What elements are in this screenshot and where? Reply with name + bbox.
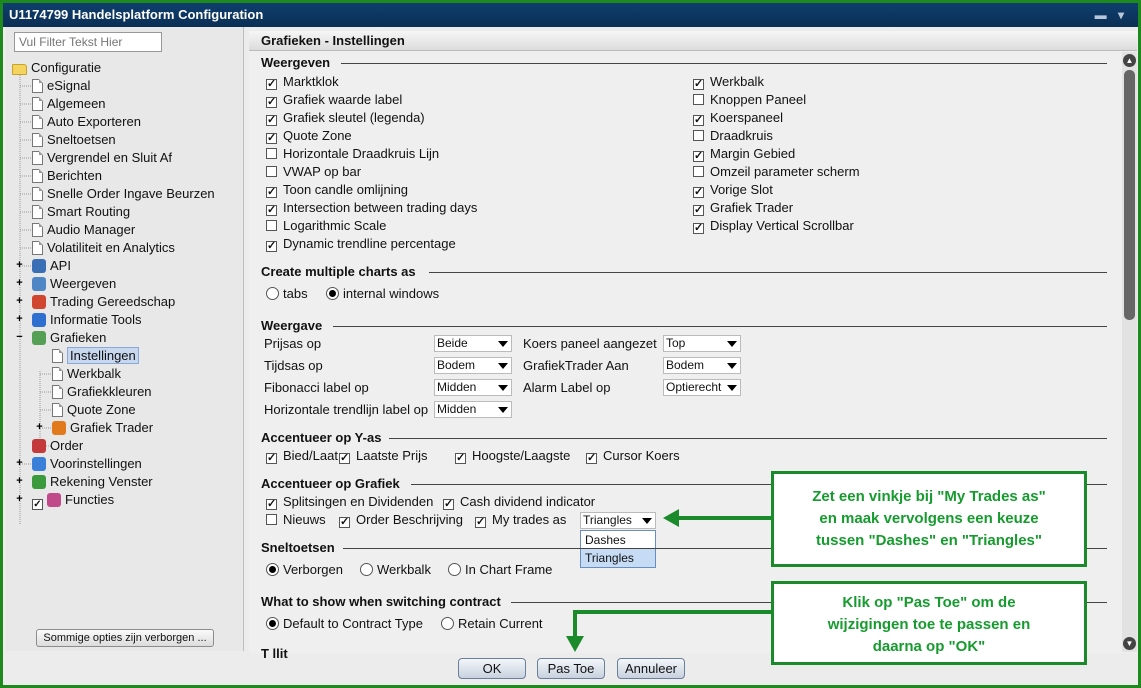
section-accent-grafiek: Accentueer op Grafiek	[261, 476, 400, 491]
expand-icon[interactable]: +	[16, 313, 23, 325]
tree-item-weergeven[interactable]	[16, 275, 117, 293]
radio-label: In Chart Frame	[465, 562, 553, 577]
info-icon	[32, 313, 46, 327]
checkmark-icon[interactable]: ✓	[694, 78, 704, 90]
tree-item-label: Sneltoetsen	[47, 132, 116, 147]
label-prijsas-op: Prijsas op	[264, 336, 322, 351]
tree-item-label: Snelle Order Ingave Beurzen	[47, 186, 215, 201]
radio-label: internal windows	[343, 286, 440, 301]
empty-checkbox-icon[interactable]	[266, 148, 277, 159]
checkbox-laatste-prijs[interactable]	[339, 448, 428, 464]
expand-icon[interactable]: +	[16, 259, 23, 271]
checkbox-margin-gebied[interactable]	[693, 146, 795, 162]
tree-item-label: Berichten	[47, 168, 102, 183]
expand-icon[interactable]: +	[16, 493, 23, 505]
radio-circle-icon[interactable]	[266, 617, 279, 630]
checkbox-cash-dividend-indicator[interactable]	[443, 494, 595, 510]
select-fibonacci-label-op[interactable]	[434, 379, 512, 396]
checkbox-label: Hoogste/Laagste	[472, 448, 571, 463]
chevron-down-icon	[498, 407, 508, 413]
tree-item-label: Werkbalk	[67, 366, 121, 381]
functions-icon	[47, 493, 61, 507]
trading-icon	[32, 295, 46, 309]
document-icon	[32, 187, 43, 201]
radio-in-chart-frame[interactable]	[448, 562, 552, 578]
empty-checkbox-icon[interactable]	[266, 514, 277, 525]
checkbox-dynamic-trendline-percentage[interactable]	[266, 236, 456, 252]
api-icon	[32, 259, 46, 273]
expand-icon[interactable]: +	[16, 475, 23, 487]
tree-item-smart-routing[interactable]	[32, 203, 130, 221]
checkbox-hoogste-laagste[interactable]	[455, 448, 570, 464]
radio-label: Retain Current	[458, 616, 543, 631]
annotation-line: daarna op "OK"	[872, 638, 986, 655]
annotation-line: wijzigingen toe te passen en	[827, 616, 1031, 633]
tree-item-label: Quote Zone	[67, 402, 136, 417]
annotation-line: Klik op "Pas Toe" om de	[842, 594, 1016, 611]
document-icon	[32, 241, 43, 255]
document-icon	[32, 169, 43, 183]
checkmark-icon[interactable]: ✓	[444, 498, 454, 510]
tree-item-label: Grafiek Trader	[70, 420, 154, 435]
section-switching: What to show when switching contract	[261, 594, 501, 609]
checkmark-icon[interactable]: ✓	[340, 516, 350, 528]
tree-item-label: Trading Gereedschap	[50, 294, 176, 309]
radio-label: Werkbalk	[377, 562, 431, 577]
checkbox-label: Omzeil parameter scherm	[710, 164, 860, 179]
tree-item-sneltoetsen[interactable]	[32, 131, 116, 149]
label-horizontale-trendlijn-label-op: Horizontale trendlijn label op	[264, 402, 429, 417]
filter-input[interactable]	[14, 32, 162, 52]
label-koers-paneel-aangezet: Koers paneel aangezet	[523, 336, 657, 351]
checkbox-grafiek-waarde-label[interactable]	[266, 92, 402, 108]
settings-tree	[6, 59, 242, 619]
checkmark-icon[interactable]: ✓	[33, 499, 42, 510]
empty-checkbox-icon[interactable]	[693, 94, 704, 105]
checkbox-label: Quote Zone	[283, 128, 352, 143]
radio-circle-icon[interactable]	[441, 617, 454, 630]
select-value: Beide	[437, 336, 468, 350]
my-trades-select[interactable]	[580, 512, 656, 529]
checkbox-label: Marktklok	[283, 74, 339, 89]
checkbox-label: VWAP op bar	[283, 164, 362, 179]
radio-circle-icon[interactable]	[360, 563, 373, 576]
checkbox-label: Draadkruis	[710, 128, 773, 143]
radio-tabs[interactable]	[266, 286, 308, 302]
tree-item-voorinstellingen[interactable]	[16, 455, 142, 473]
label-tijdsas-op: Tijdsas op	[264, 358, 323, 373]
radio-retain-current[interactable]	[441, 616, 543, 632]
checkmark-icon[interactable]: ✓	[267, 114, 277, 126]
checkbox-my-trades-as[interactable]	[475, 512, 566, 528]
tree-item-functies[interactable]	[16, 491, 115, 510]
checkmark-icon[interactable]: ✓	[267, 96, 277, 108]
checkbox-label: Grafiek Trader	[710, 200, 794, 215]
chart-icon	[32, 331, 46, 345]
dropdown-option-dashes[interactable]: Dashes	[585, 533, 626, 547]
select-alarm-label-op[interactable]	[663, 379, 741, 396]
select-tijdsas-op[interactable]	[434, 357, 512, 374]
section-create-multiple: Create multiple charts as	[261, 264, 416, 279]
select-value: Bodem	[666, 358, 705, 372]
tree-item-instellingen[interactable]	[52, 347, 139, 365]
tree-item-label: Grafieken	[50, 330, 107, 345]
chevron-down-icon	[498, 385, 508, 391]
radio-label: Verborgen	[283, 562, 343, 577]
chevron-down-icon	[727, 341, 737, 347]
apply-button[interactable]: Pas Toe	[537, 658, 605, 679]
checkbox-label: Werkbalk	[710, 74, 764, 89]
tree-item-grafieken[interactable]	[16, 329, 107, 347]
chevron-down-icon	[642, 518, 652, 524]
title-bar	[3, 3, 1138, 27]
presets-icon	[32, 457, 46, 471]
document-icon	[32, 205, 43, 219]
checkbox-grafiek-trader[interactable]	[693, 200, 793, 216]
radio-circle-icon[interactable]	[326, 287, 339, 300]
document-icon	[32, 151, 43, 165]
section-weergave: Weergave	[261, 318, 323, 333]
checkmark-icon[interactable]: ✓	[340, 452, 350, 464]
select-value: Bodem	[437, 358, 476, 372]
checkbox-horizontale-draadkruis-lijn[interactable]	[266, 146, 439, 162]
tree-item-label: eSignal	[47, 78, 91, 93]
my-trades-dropdown	[580, 530, 656, 568]
checkbox-label: Cursor Koers	[603, 448, 680, 463]
checkmark-icon[interactable]: ✓	[267, 78, 277, 90]
section-sneltoetsen: Sneltoetsen	[261, 540, 335, 555]
radio-circle-icon[interactable]	[448, 563, 461, 576]
vertical-scrollbar[interactable]	[1122, 52, 1137, 652]
checkmark-icon[interactable]: ✓	[267, 204, 277, 216]
document-icon	[32, 115, 43, 129]
radio-werkbalk[interactable]	[360, 562, 431, 578]
label-alarm-label-op: Alarm Label op	[523, 380, 611, 395]
tree-item-label: Auto Exporteren	[47, 114, 141, 129]
checkbox-label: Toon candle omlijning	[283, 182, 409, 197]
collapse-icon[interactable]: −	[16, 331, 23, 343]
empty-checkbox-icon[interactable]	[266, 166, 277, 177]
select-grafiektrader-aan[interactable]	[663, 357, 741, 374]
checkbox-label: Koerspaneel	[710, 110, 783, 125]
checkbox-display-vertical-scrollbar[interactable]	[693, 218, 854, 234]
annotation-line: en maak vervolgens een keuze	[819, 510, 1039, 527]
window-title: U1174799 Handelsplatform Configuration	[9, 7, 264, 22]
select-value: Top	[666, 336, 686, 350]
checkbox-label: Vorige Slot	[710, 182, 773, 197]
tree-item-api[interactable]	[16, 257, 71, 275]
tree-item-esignal[interactable]	[32, 77, 90, 95]
select-value: Optierecht	[666, 380, 722, 394]
tree-item-algemeen[interactable]	[32, 95, 106, 113]
checkbox-quote-zone[interactable]	[266, 128, 352, 144]
checkbox-grafiek-sleutel-legenda[interactable]	[266, 110, 425, 126]
checkbox-splitsingen-en-dividenden[interactable]	[266, 494, 433, 510]
checkbox-label: Splitsingen en Dividenden	[283, 494, 434, 509]
label-grafiektrader-aan: GrafiekTrader Aan	[523, 358, 629, 373]
dropdown-option-triangles[interactable]: Triangles	[581, 549, 655, 567]
ok-button[interactable]: OK	[458, 658, 526, 679]
checkmark-icon[interactable]: ✓	[267, 452, 277, 464]
scroll-up-icon[interactable]: ▲	[1123, 54, 1136, 67]
fire-icon	[52, 421, 66, 435]
checkbox-knoppen-paneel[interactable]	[693, 92, 806, 108]
my-trades-select-value: Triangles	[583, 513, 632, 527]
radio-label: tabs	[283, 286, 308, 301]
divider	[341, 63, 1107, 64]
radio-verborgen[interactable]	[266, 562, 343, 578]
folder-icon	[12, 64, 27, 75]
window-controls-icon[interactable]: ▬ ▾	[1094, 8, 1128, 22]
checkbox-intersection-between-trading-days[interactable]	[266, 200, 477, 216]
checkbox-label: Bied/Laat	[283, 448, 338, 463]
section-accent-y: Accentueer op Y-as	[261, 430, 382, 445]
checkbox-vwap-op-bar[interactable]	[266, 164, 361, 180]
annotation-arrow-left	[663, 508, 773, 528]
tree-item-label: Configuratie	[31, 60, 102, 75]
annotation-line: tussen "Dashes" en "Triangles"	[815, 532, 1043, 549]
tree-item-label: Instellingen	[67, 347, 139, 364]
cancel-button[interactable]: Annuleer	[617, 658, 685, 679]
radio-default-to-contract-type[interactable]	[266, 616, 423, 632]
checkmark-icon[interactable]: ✓	[694, 186, 704, 198]
tree-item-label: Smart Routing	[47, 204, 131, 219]
tree-item-label: Audio Manager	[47, 222, 136, 237]
checkbox-label: Grafiek waarde label	[283, 92, 403, 107]
window-icon	[32, 277, 46, 291]
scroll-thumb[interactable]	[1124, 70, 1135, 320]
checkmark-icon[interactable]: ✓	[456, 452, 466, 464]
checkbox-label: Laatste Prijs	[356, 448, 428, 463]
scroll-down-icon[interactable]: ▼	[1123, 637, 1136, 650]
chevron-down-icon	[498, 363, 508, 369]
checkbox-label: Cash dividend indicator	[460, 494, 596, 509]
tree-item-label: Algemeen	[47, 96, 106, 111]
annotation-arrow-down	[563, 608, 775, 652]
checkbox-nieuws[interactable]	[266, 512, 326, 528]
document-icon	[32, 223, 43, 237]
tree-item-snelle-order-ingave-beurzen[interactable]	[32, 185, 215, 203]
tree-item-label: Rekening Venster	[50, 474, 153, 489]
tree-item-grafiekkleuren[interactable]	[52, 383, 152, 401]
divider	[389, 438, 1107, 439]
tree-item-label: Informatie Tools	[50, 312, 142, 327]
radio-circle-icon[interactable]	[266, 287, 279, 300]
chevron-down-icon	[727, 363, 737, 369]
tree-item-label: Grafiekkleuren	[67, 384, 152, 399]
annotation-my-trades	[771, 471, 1087, 567]
checkbox-koerspaneel[interactable]	[693, 110, 783, 126]
select-horizontale-trendlijn-label-op[interactable]	[434, 401, 512, 418]
checkbox-cursor-koers[interactable]	[586, 448, 680, 464]
checkbox-werkbalk[interactable]	[693, 74, 764, 90]
tree-item-informatie-tools[interactable]	[16, 311, 142, 329]
tree-item-berichten[interactable]	[32, 167, 102, 185]
checkmark-icon[interactable]: ✓	[587, 452, 597, 464]
checkmark-icon[interactable]: ✓	[267, 240, 277, 252]
checkbox-toon-candle-omlijning[interactable]	[266, 182, 408, 198]
checkmark-icon[interactable]: ✓	[476, 516, 486, 528]
checkmark-icon[interactable]: ✓	[694, 150, 704, 162]
checkbox-label: Margin Gebied	[710, 146, 796, 161]
label-fibonacci-label-op: Fibonacci label op	[264, 380, 369, 395]
tree-item-label: Vergrendel en Sluit Af	[47, 150, 173, 165]
tree-item-werkbalk[interactable]	[52, 365, 121, 383]
section-weergeven: Weergeven	[261, 55, 331, 70]
empty-checkbox-icon[interactable]	[693, 130, 704, 141]
select-value: Midden	[437, 380, 477, 394]
tree-item-configuratie[interactable]	[12, 59, 101, 77]
pane-title: Grafieken - Instellingen	[249, 31, 1137, 51]
document-icon	[32, 97, 43, 111]
checkbox-label: My trades as	[492, 512, 567, 527]
tree-item-label: Voorinstellingen	[50, 456, 142, 471]
tree-item-audio-manager[interactable]	[32, 221, 135, 239]
section-cut-off: T llit	[261, 646, 288, 661]
checkbox-label: Dynamic trendline percentage	[283, 236, 456, 251]
order-icon	[32, 439, 46, 453]
tree-item-label: Weergeven	[50, 276, 117, 291]
tree-item-label: Functies	[65, 492, 115, 507]
tree-item-order[interactable]	[32, 437, 83, 455]
radio-internal-windows[interactable]	[326, 286, 439, 302]
divider	[429, 272, 1107, 273]
tree-item-vergrendel-en-sluit-af[interactable]	[32, 149, 172, 167]
document-icon	[32, 79, 43, 93]
checkbox-bied-laat[interactable]	[266, 448, 338, 464]
hidden-options-button[interactable]: Sommige opties zijn verborgen ...	[36, 629, 214, 647]
tree-item-volatiliteit-en-analytics[interactable]	[32, 239, 175, 257]
checkbox-label: Logarithmic Scale	[283, 218, 387, 233]
checkbox-label: Display Vertical Scrollbar	[710, 218, 854, 233]
navigation-pane	[6, 27, 244, 651]
checkbox-omzeil-parameter-scherm[interactable]	[693, 164, 860, 180]
radio-circle-icon[interactable]	[266, 563, 279, 576]
checkmark-icon[interactable]: ✓	[694, 204, 704, 216]
chevron-down-icon	[498, 341, 508, 347]
checkmark-icon[interactable]: ✓	[694, 114, 704, 126]
tree-item-rekening-venster[interactable]	[16, 473, 153, 491]
select-value: Midden	[437, 402, 477, 416]
tree-item-quote-zone[interactable]	[52, 401, 136, 419]
tree-item-label: Order	[50, 438, 84, 453]
checkmark-icon[interactable]: ✓	[267, 132, 277, 144]
expand-icon[interactable]: +	[16, 295, 23, 307]
annotation-line: Zet een vinkje bij "My Trades as"	[812, 488, 1046, 505]
tree-item-label: API	[50, 258, 71, 273]
checkbox-logarithmic-scale[interactable]	[266, 218, 386, 234]
checkbox-label: Intersection between trading days	[283, 200, 478, 215]
document-icon	[52, 367, 63, 381]
checkbox-vorige-slot[interactable]	[693, 182, 773, 198]
checkbox-label: Knoppen Paneel	[710, 92, 807, 107]
checkmark-icon[interactable]: ✓	[694, 222, 704, 234]
select-prijsas-op[interactable]	[434, 335, 512, 352]
document-icon	[32, 133, 43, 147]
checkmark-icon[interactable]: ✓	[267, 498, 277, 510]
tree-item-auto-exporteren[interactable]	[32, 113, 141, 131]
checkbox-order-beschrijving[interactable]	[339, 512, 463, 528]
empty-checkbox-icon[interactable]	[266, 220, 277, 231]
tree-item-grafiek-trader[interactable]	[36, 419, 154, 437]
radio-label: Default to Contract Type	[283, 616, 423, 631]
checkmark-icon[interactable]: ✓	[267, 186, 277, 198]
divider	[333, 326, 1107, 327]
checkbox-marktklok[interactable]	[266, 74, 339, 90]
empty-checkbox-icon[interactable]	[693, 166, 704, 177]
document-icon	[52, 403, 63, 417]
annotation-apply	[771, 581, 1087, 665]
chevron-down-icon	[727, 385, 737, 391]
tree-item-label: Volatiliteit en Analytics	[47, 240, 175, 255]
checkbox-label: Nieuws	[283, 512, 326, 527]
tree-item-trading-gereedschap[interactable]	[16, 293, 176, 311]
checkbox-label: Horizontale Draadkruis Lijn	[283, 146, 440, 161]
expand-icon[interactable]: +	[36, 421, 43, 433]
checkbox-draadkruis[interactable]	[693, 128, 773, 144]
expand-icon[interactable]: +	[16, 277, 23, 289]
checkbox-label: Grafiek sleutel (legenda)	[283, 110, 425, 125]
document-icon	[52, 349, 63, 363]
expand-icon[interactable]: +	[16, 457, 23, 469]
select-koers-paneel-aangezet[interactable]	[663, 335, 741, 352]
document-icon	[52, 385, 63, 399]
account-icon	[32, 475, 46, 489]
checkbox-label: Order Beschrijving	[356, 512, 463, 527]
